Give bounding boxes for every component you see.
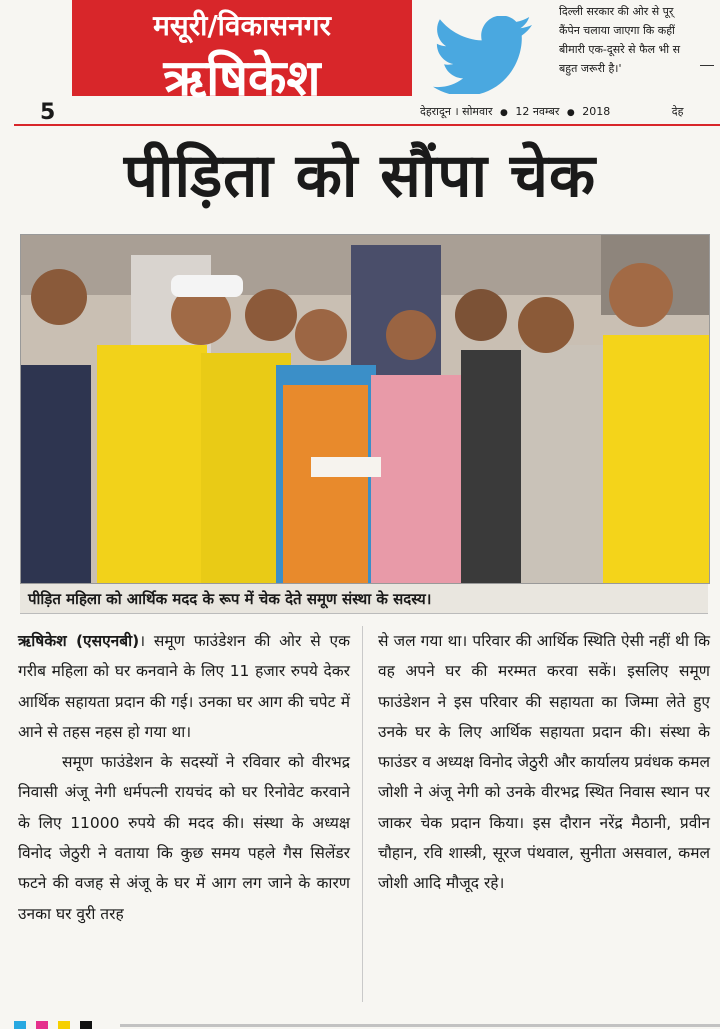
news-photo [20, 234, 710, 584]
dateline-tail: देह [671, 105, 684, 118]
page-number: 5 [40, 100, 56, 125]
tweet-line: कैंपेन चलाया जाएगा कि कहीं [559, 24, 675, 37]
twitter-bird-icon [432, 16, 536, 94]
footer-rule [120, 1024, 720, 1027]
photo-caption: पीड़ित महिला को आर्थिक मदद के रूप में चेक देते समूण संस्था के सदस्य। [20, 584, 708, 614]
swatch-magenta [36, 1021, 48, 1029]
edition-line: मसूरी/विकासनगर [153, 9, 331, 42]
print-color-swatches [14, 1021, 92, 1029]
city-title: ऋषिकेश [163, 48, 321, 107]
header-rule [14, 124, 720, 126]
tweet-line: बहुत जरूरी है।' [559, 62, 622, 75]
dateline-city-day: देहरादून । सोमवार [420, 105, 493, 118]
paragraph [18, 626, 350, 747]
tweet-snippet [559, 2, 720, 78]
paragraph: से जल गया था। परिवार की आर्थिक स्थिति ऐसी नहीं थी कि वह अपने घर की मरम्मत करवा सकें। इसलिए समूण फाउंडेशन ने इस परिवार की सहायता का जिम्मा लेते हुए उनके घर के लिए आर्थिक सहायता प्रदान की। संस्था के फाउंडर व अध्यक्ष विनोद जेठुरी और कार्यालय प्रवंधक कमल जोशी ने अंजू नेगी को उनके वीरभद्र स्थित निवास स्थान पर जाकर चेक प्रदान किया। इस दौरान नरेंद्र मैठानी, प्रवीन चौहान, रवि शास्त्री, सूरज पंथवाल, सुनीता असवाल, कमल जोशी आदि मौजूद रहे। [378, 632, 710, 893]
dateline [420, 104, 683, 119]
dateline-year: 2018 [582, 105, 611, 118]
dateline-date: 12 नवम्बर [515, 105, 560, 118]
swatch-cyan [14, 1021, 26, 1029]
bullet-icon: ● [566, 108, 575, 118]
swatch-yellow [58, 1021, 70, 1029]
article-dateline: ऋषिकेश (एसएनबी) [18, 632, 140, 650]
paragraph-text: । समूण फाउंडेशन की ओर से एक गरीब महिला को घर कनवाने के लिए 11 हजार रुपये देकर आर्थिक सहायता प्रदान की गई। उनका घर आग की चपेट में आने से तहस नहस हो गया था। [18, 632, 350, 741]
column-divider [362, 626, 363, 1002]
masthead-banner [72, 0, 412, 107]
tweet-dash [700, 65, 714, 66]
group-photo-illustration [21, 235, 709, 583]
article-column-right [378, 626, 710, 899]
tweet-line: दिल्ली सरकार की ओर से पूर् [559, 5, 674, 18]
swatch-black [80, 1021, 92, 1029]
article-column-left [18, 626, 350, 929]
tweet-line: बीमारी एक-दूसरे से फैल भी स [559, 43, 681, 56]
headline: पीड़िता को सौंपा चेक [123, 141, 597, 211]
bullet-icon: ● [499, 108, 508, 118]
paragraph: समूण फाउंडेशन के सदस्यों ने रविवार को वीरभद्र निवासी अंजू नेगी धर्मपत्नी रायचंद को घर रिनोवेट करवाने के लिए 11000 रुपये की मदद की। संस्था के अध्यक्ष विनोद जेठुरी ने वताया कि कुछ समय पहले गैस सिलेंडर फटने की वजह से अंजू के घर में आग लग जाने के कारण उनका घर वुरी तरह [18, 753, 350, 923]
